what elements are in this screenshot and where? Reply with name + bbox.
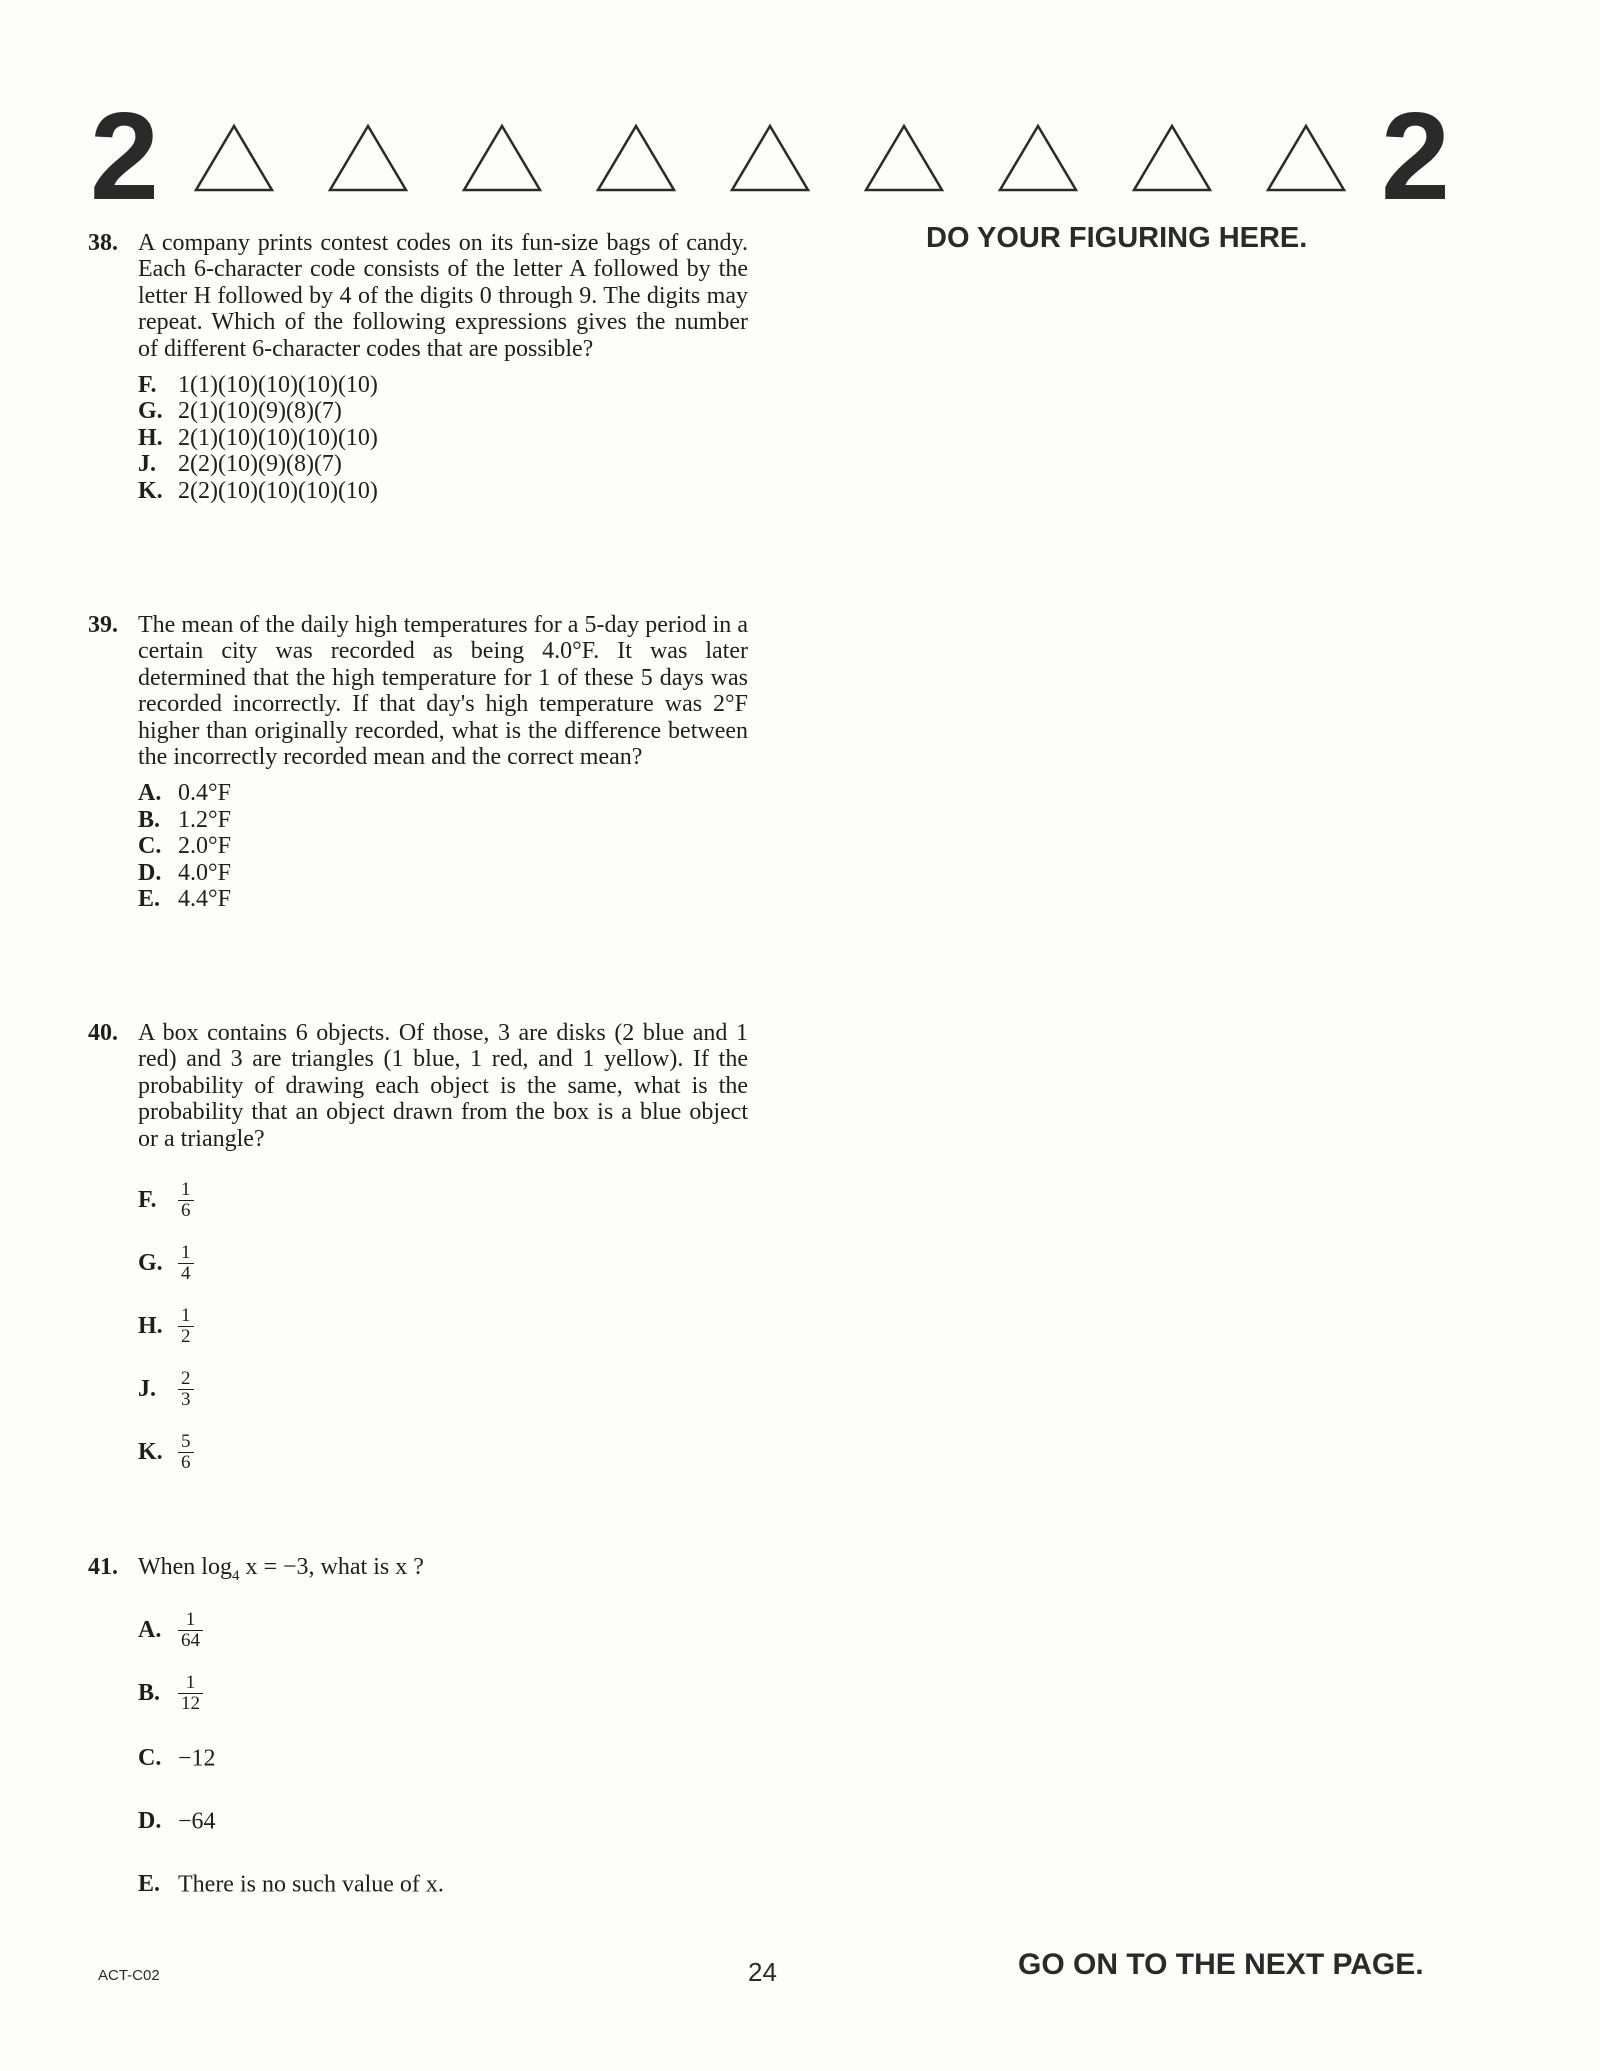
- answer-option[interactable]: C. −12: [138, 1745, 216, 1772]
- answer-option[interactable]: B. 1.2°F: [138, 806, 231, 833]
- answer-option[interactable]: J. $\frac{2}{3}$: [138, 1369, 194, 1410]
- answer-option[interactable]: H. $\frac{1}{2}$: [138, 1306, 194, 1347]
- triangle-icon: [460, 122, 544, 194]
- section-number-right: 2: [1381, 88, 1450, 226]
- question-39: [88, 612, 748, 912]
- question-text: The mean of the daily high temperatures for a 5-day period in a certain city was recorded as being 4.0°F. It was later determined that the high temperature for 1 of these 5 days was recorded incorrectly. If that day's high temperature was 2°F higher than originally recorded, what is the difference between the incorrectly recorded mean and the correct mean?: [138, 612, 748, 771]
- question-38: [88, 230, 748, 504]
- answer-option[interactable]: J. 2(2)(10)(9)(8)(7): [138, 451, 342, 478]
- answer-options: [138, 780, 748, 912]
- figuring-area-label: DO YOUR FIGURING HERE.: [926, 222, 1308, 254]
- answer-option[interactable]: K. 2(2)(10)(10)(10)(10): [138, 477, 378, 504]
- answer-option[interactable]: D. 4.0°F: [138, 859, 231, 886]
- question-text: A box contains 6 objects. Of those, 3 are disks (2 blue and 1 red) and 3 are triangles (1 blue, 1 red, and 1 yellow). If the probability of drawing each object is the same, what is the probability that an object drawn from the box is a blue object or a triangle?: [138, 1020, 748, 1152]
- fraction: $\frac{1}{6}$: [178, 1180, 194, 1221]
- answer-option[interactable]: H. 2(1)(10)(10)(10)(10): [138, 424, 378, 451]
- answer-option[interactable]: D. −64: [138, 1808, 216, 1835]
- triangle-icon: [728, 122, 812, 194]
- answer-option[interactable]: A. 0.4°F: [138, 780, 231, 807]
- question-number: 41.: [88, 1554, 118, 1580]
- section-header: [90, 88, 1450, 226]
- section-number-left: 2: [90, 88, 159, 226]
- fraction: $\frac{5}{6}$: [178, 1432, 194, 1473]
- question-40: [88, 1020, 748, 1490]
- question-text: When $\log_4 x = -3$, what is x ?: [138, 1554, 424, 1584]
- answer-options: [138, 372, 748, 504]
- fraction: $\frac{1}{2}$: [178, 1306, 194, 1347]
- question-text: A company prints contest codes on its fun-size bags of candy. Each 6-character code consists of the letter A followed by the letter H followed by 4 of the digits 0 through 9. The digits may repeat. Which of the following expressions gives the number of different 6-character codes that are possible?: [138, 230, 748, 362]
- triangle-icon: [594, 122, 678, 194]
- form-code: ACT-C02: [98, 1967, 160, 1984]
- question-41: [88, 1554, 748, 1914]
- answer-option[interactable]: F. $\frac{1}{6}$: [138, 1180, 194, 1221]
- answer-option[interactable]: B. $\frac{1}{12}$: [138, 1673, 203, 1714]
- triangle-icon: [996, 122, 1080, 194]
- question-number: 40.: [88, 1020, 118, 1046]
- page-number: 24: [748, 1957, 777, 1987]
- next-page-instruction: GO ON TO THE NEXT PAGE.: [1018, 1948, 1424, 1981]
- answer-option[interactable]: G. $\frac{1}{4}$: [138, 1243, 194, 1284]
- fraction: $\frac{1}{4}$: [178, 1243, 194, 1284]
- triangle-icon: [1264, 122, 1348, 194]
- question-number: 39.: [88, 612, 118, 638]
- answer-option[interactable]: A. $\frac{1}{64}$: [138, 1610, 203, 1651]
- answer-option[interactable]: C. 2.0°F: [138, 833, 231, 860]
- triangle-icon: [192, 122, 276, 194]
- answer-option[interactable]: F. 1(1)(10)(10)(10)(10): [138, 372, 378, 399]
- answer-option[interactable]: K. $\frac{5}{6}$: [138, 1432, 194, 1473]
- triangle-icon: [1130, 122, 1214, 194]
- triangle-icon: [862, 122, 946, 194]
- fraction: $\frac{1}{64}$: [178, 1610, 203, 1651]
- question-number: 38.: [88, 230, 118, 256]
- answer-option[interactable]: G. 2(1)(10)(9)(8)(7): [138, 398, 342, 425]
- triangle-icon: [326, 122, 410, 194]
- fraction: $\frac{2}{3}$: [178, 1369, 194, 1410]
- answer-option[interactable]: E. There is no such value of x.: [138, 1871, 444, 1898]
- answer-option[interactable]: E. 4.4°F: [138, 886, 231, 913]
- fraction: $\frac{1}{12}$: [178, 1673, 203, 1714]
